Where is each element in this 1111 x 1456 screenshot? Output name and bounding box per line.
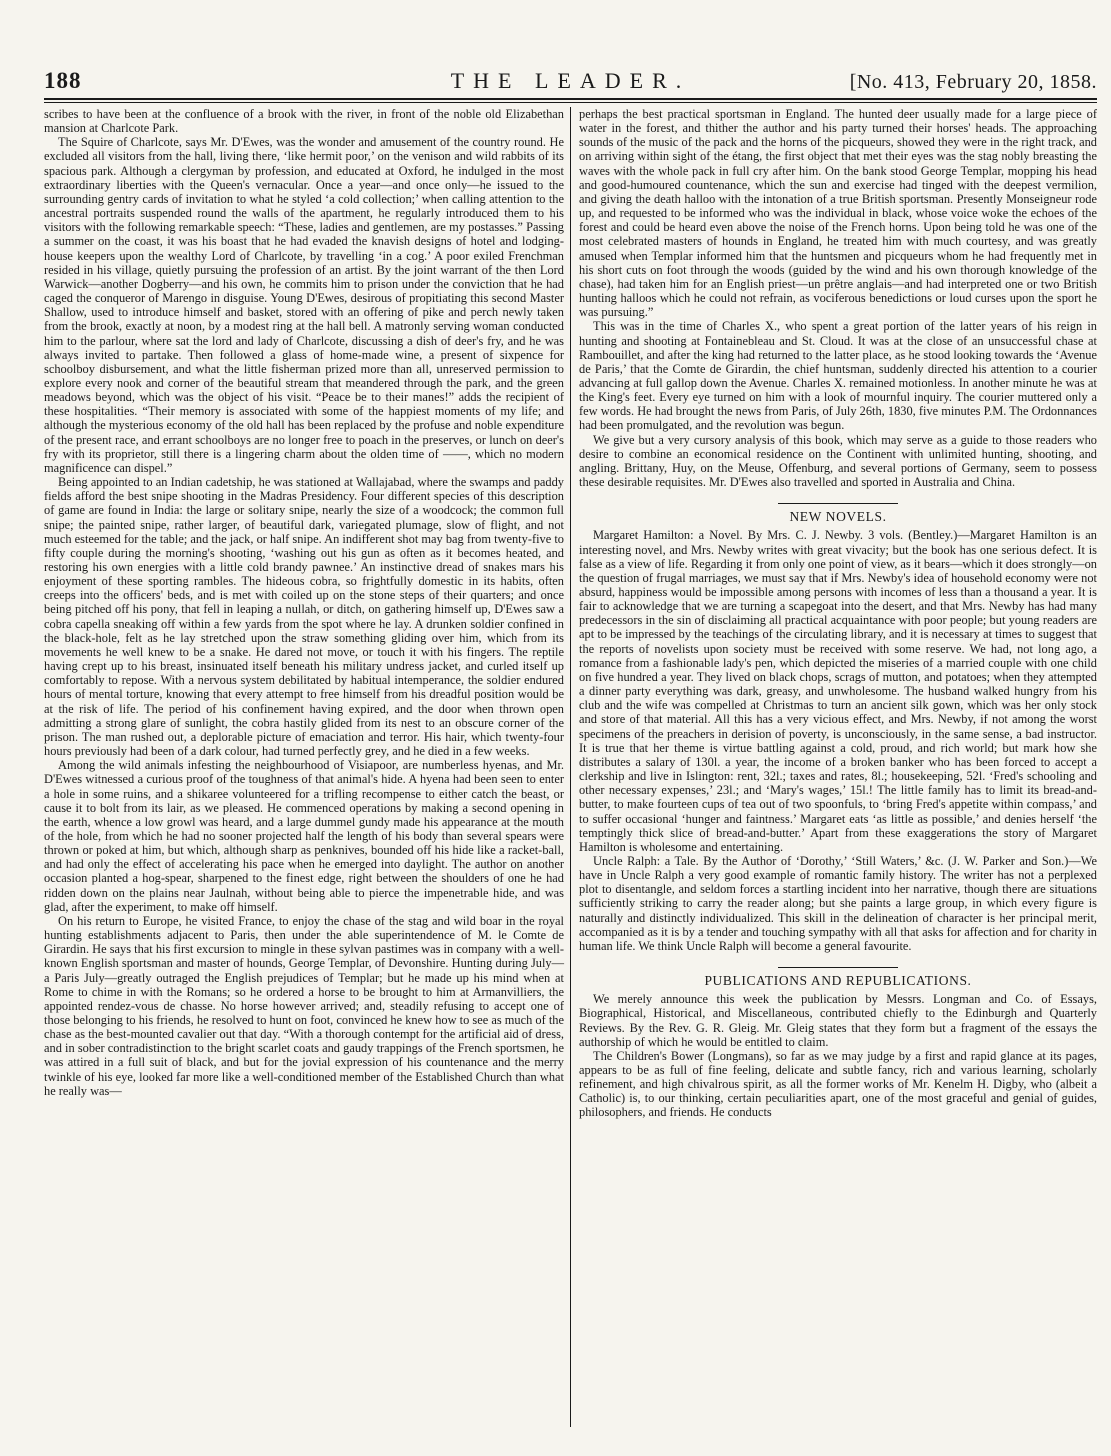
- paragraph: This was in the time of Charles X., who spent a great portion of the latter years of his reign in hunting and shooting at Fontainebleau and St. Cloud. It was at the close of an unsuccessful chase at Rambouillet, and after the king had returned to the latter place, as he stood looking towards the ‘Avenue de Paris,’ that the Comte de Girardin, the chief huntsman, suddenly directed his attention to a courier advancing at full gallop down the Avenue. Charles X. remained motionless. In another minute he was at the King's feet. Every eye turned on him with a look of mournful inquiry. The courier muttered only a few words. He had brought the news from Paris, of July 26th, 1830, five minutes P.M. The Ordonnances had been promulgated, and the revolution was begun.: [579, 319, 1097, 433]
- paragraph: perhaps the best practical sportsman in England. The hunted deer usually made for a large piece of water in the forest, and thither the author and his party turned their horses' heads. The approaching sounds of the music of the pack and the horns of the picqueurs, showed they were in the right track, and on arriving within sight of the étang, the first object that met their eyes was the stag nobly breasting the waves with the whole pack in full cry after him. On the bank stood George Templar, mopping his head and good-humoured countenance, which the sun and exercise had tinged with the deepest vermilion, and giving the death halloo with the intonation of a true British sportsman. Presently Monseigneur rode up, and requested to be informed who was the individual in black, whose voice woke the echoes of the forest and could be heard even above the noise of the French horns. Upon being told he was one of the most celebrated masters of hounds in England, he treated him with much courtesy, and was greatly amused when Templar informed him that the huntsmen and picqueurs whom he had frequently met in his short cuts on foot through the woods (guided by the wind and his own thorough knowledge of the chase), had taken him for an English priest—un prêtre anglais—and had interpreted one or two British hunting halloos which he could not refrain, as vociferous benedictions or loud curses upon the sport he was pursuing.”: [579, 107, 1097, 320]
- paragraph: The Children's Bower (Longmans), so far as we may judge by a first and rapid glance at its pages, appears to be as full of fine feeling, delicate and subtle fancy, rich and various learning, scholarly refinement, and high chivalrous spirit, as all the former works of Mr. Kenelm H. Digby, who (albeit a Catholic) is, to our thinking, certain peculiarities apart, one of the most graceful and genial of guides, philosophers, and friends. He conducts: [579, 1048, 1097, 1120]
- left-column: [44, 107, 570, 1427]
- right-column: [571, 107, 1097, 1427]
- paragraph: On his return to Europe, he visited France, to enjoy the chase of the stag and wild boar in the royal hunting establishments adjacent to Paris, then under the able superintendence of M. le Comte de Girardin. He says that his first excursion to mingle in these sylvan pastimes was in company with a well-known English sportsman and master of hounds, George Templar, of Devonshire. Hunting during July—a Paris July—greatly outraged the English prejudices of Templar; but he made up his mind when at Rome to chime in with the Romans; so he ordered a horse to be brought to him at Armanvilliers, the appointed rendez-vous de chasse. No horse however arrived; and, steadily refusing to accept one of those belonging to his friends, he resolved to hunt on foot, convinced he knew how to see as much of the chase as the best-mounted cavalier out that day. “With a thorough contempt for the artificial aid of dress, and in sober contradistinction to the bright scarlet coats and gaudy trappings of the French sportsmen, he was attired in a full suit of black, and but for the jovial expression of his countenance and the merry twinkle of his eye, looked far more like a well-conditioned member of the Established Church than what he really was—: [44, 913, 564, 1098]
- paragraph: Uncle Ralph: a Tale. By the Author of ‘Dorothy,’ ‘Still Waters,’ &c. (J. W. Parker and Son.)—We have in Uncle Ralph a very good example of romantic family history. The writer has not a perplexed plot to disentangle, and seldom forces a startling incident into her narrative, though there are situations sufficiently striking to carry the reader along; but she paints a large group, in which every figure is naturally and distinctly individualized. This skill in the delineation of character is her principal merit, accompanied as it is by a tender and touching sympathy with all that asks for affection and for charity in human life. We think Uncle Ralph will become a general favourite.: [579, 853, 1097, 953]
- paragraph: The Squire of Charlcote, says Mr. D'Ewes, was the wonder and amusement of the country round. He excluded all visitors from the hall, living there, ‘like hermit poor,’ on the venison and wild rabbits of its spacious park. Although a clergyman by profession, and educated at Oxford, he indulged in the most extraordinary liberties with the Queen's vernacular. Once a year—and once only—he issued to the surrounding gentry cards of invitation to what he styled ‘a cold collection;’ when calling attention to the ancestral portraits suspended round the walls of the apartment, he regularly introduced them to his visitors with the following remarkable speech: “These, ladies and gentlemen, are my postasses.” Passing a summer on the coast, it was his boast that he had evaded the knavish designs of hotel and lodging-house keepers upon the wealthy Lord of Charlcote, by travelling ‘in a cog.’ A poor exiled Frenchman resided in his village, quietly pursuing the profession of an artist. By the joint warrant of the then Lord Warwick—another Dogberry—and his own, he commits him to prison under the conviction that he had caged the conqueror of Marengo in disguise. Young D'Ewes, desirous of propitiating this second Master Shallow, used to introduce himself and basket, stored with an offering of pike and perch newly taken from the brook, exactly at noon, by a modest ring at the hall bell. A matronly serving woman conducted him to the parlour, where sat the lord and lady of Charlcote, discussing a dish of deer's fry, and he was always invited to partake. Then followed a glass of home-made wine, a present of sixpence for schoolboy disbursement, and what the little fisherman prized more than all, unreserved permission to explore every nook and corner of the beautiful stream that meandered through the park, and the green meadows beyond, which was the object of his visit. “Peace be to their manes!” adds the recipient of these hospitalities. “Their memory is associated with some of the happiest moments of my life; and although the mysterious economy of the old hall has been replaced by the profuse and noble expenditure of the present race, and errant schoolboys are no longer free to poach in the preserves, or lunch on deer's fry with its proprietor, still there is a lingering charm about the olden time of ——, which no modern magnificence can dispel.”: [44, 135, 564, 475]
- columns: [44, 107, 1097, 1427]
- section-heading-new-novels: NEW NOVELS.: [579, 503, 1097, 524]
- paragraph: Being appointed to an Indian cadetship, he was stationed at Wallajabad, where the swamps and paddy fields afford the best snipe shooting in the Madras Presidency. Four different species of this description of game are found in India: the large or solitary snipe, nearly the size of a woodcock; the common full snipe; the painted snipe, rather larger, of beautiful dark, variegated plumage, slow of flight, and not much esteemed for the table; and the jack, or half snipe. An indifferent shot may bag from twenty-five to fifty couple during the morning's shooting, ‘washing out his gun as often as it becomes heated, and restoring his own energies with a little cold brandy pawnee.’ An instinctive dread of snakes mars his enjoyment of these sporting rambles. The hideous cobra, so frightfully domestic in its habits, often creeps into the officers' beds, and is met with coiled up on the stone steps of their quarters; and once being pitched off his pony, that fell in leaping a nullah, or ditch, on gathering himself up, D'Ewes saw a cobra capella sneaking off within a few yards from the spot where he lay. A drunken soldier confined in the black-hole, felt as he lay stretched upon the straw something gliding over him, which from its movements he well knew to be a snake. He dared not move, or touch it with his fingers. The reptile having crept up to his breast, insinuated itself beneath his military undress jacket, and curled itself up comfortably to repose. With a nervous system debilitated by habitual intemperance, the soldier endured hours of mental torture, knowing that every attempt to free himself from his dreadful position would be at the risk of life. The period of his confinement having expired, and the door when thrown open admitting a strong glare of sunlight, the cobra hastily glided from its nest to an obscure corner of the prison. The man rushed out, a deplorable picture of emaciation and terror. His hair, which twenty-four hours previously had been of a dark colour, had turned perfectly grey, and he died in a few weeks.: [44, 475, 564, 759]
- paper-title: THE LEADER.: [450, 68, 691, 93]
- issue-line: [No. 413, February 20, 1858.: [849, 71, 1097, 93]
- masthead: [44, 60, 1097, 100]
- header-rule: [44, 102, 1097, 103]
- paragraph: scribes to have been at the confluence of a brook with the river, in front of the noble old Elizabethan mansion at Charlcote Park.: [44, 107, 564, 136]
- page-number: 188: [44, 68, 82, 93]
- paragraph: We merely announce this week the publication by Messrs. Longman and Co. of Essays, Biographical, Historical, and Miscellaneous, contributed chiefly to the Edinburgh and Quarterly Reviews. By the Rev. G. R. Gleig. Mr. Gleig states that they form but a fragment of the essays the authorship of which he would be entitled to claim.: [579, 992, 1097, 1049]
- paragraph: We give but a very cursory analysis of this book, which may serve as a guide to those readers who desire to combine an economical residence on the Continent with unlimited hunting, shooting, and angling. Brittany, Huy, on the Meuse, Offenburg, and several portions of Germany, seem to possess these desirable requisites. Mr. D'Ewes also travelled and sported in Australia and China.: [579, 432, 1097, 490]
- paragraph: Margaret Hamilton: a Novel. By Mrs. C. J. Newby. 3 vols. (Bentley.)—Margaret Hamilton is an interesting novel, and Mrs. Newby writes with great vivacity; but the book has one serious defect. It is false as a view of life. Regarding it from only one point of view, as it bears—which it does strongly—on the question of frugal marriages, we must say that if Mrs. Newby's idea of household economy were not absurd, happiness would be impossible among persons with incomes of less than a thousand a year. It is fair to acknowledge that we are turning a scapegoat into the desert, and that Mrs. Newby has had many predecessors in the sin of disclaiming all practical acquaintance with poor people; but young readers are apt to be impressed by the teachings of the circulating library, and it is necessary at times to suggest that the reports of novelists upon society must be received with some reserve. We had, not long ago, a romance from a fashionable lady's pen, which depicted the miseries of a married couple with one child on five hundred a year. They lived on black chops, scrags of mutton, and potatoes; when they attempted a dinner party everything was dark, greasy, and unwholesome. The husband walked hungry from his club and the wife was compelled at Christmas to turn an ancient silk gown, which was her only stock and store of that material. All this has a very vicious effect, and Mrs. Newby, if not among the worst specimens of the preachers in derision of poverty, is unconsciously, in the same sense, a bad instructor. It is true that her theme is virtue battling against a cold, proud, and rich world; but mark how she distributes a salary of 130l. a year, the income of a broken banker who has been forced to accept a clerkship and live in Islington: rent, 32l.; taxes and rates, 8l.; housekeeping, 52l. ‘Fred's schooling and other necessary expenses,’ 23l.; and ‘Mary's wages,’ 15l.! The little family has to limit its bread-and-butter, to make fourteen cups of tea out of two spoonfuls, to ‘bring Fred's appetite within compass,’ and to suffer occasional ‘hunger and faintness.’ Margaret eats ‘as little as possible,’ and denies herself ‘the temptingly thick slice of bread-and-butter.’ Apart from these exaggerations the story of Margaret Hamilton is wholesome and entertaining.: [579, 528, 1097, 854]
- section-heading-publications: PUBLICATIONS AND REPUBLICATIONS.: [579, 967, 1097, 988]
- paragraph: Among the wild animals infesting the neighbourhood of Visiapoor, are numberless hyenas, and Mr. D'Ewes witnessed a curious proof of the toughness of that animal's hide. A hyena had been seen to enter a hole in some ruins, and a shikaree volunteered for a trifling recompense to either catch the beast, or cause it to bolt from its lair, as we pleased. He commenced operations by making a second opening in the earth, whence a low growl was heard, and a large dummel gundy made his appearance at the mouth of the hole, from which he had no sooner projected half the length of his body than several spears were thrown or poked at him, but which, although sharp as penknives, bounded off his hide like a racket-ball, and had only the effect of accelerating his pace when he emerged into daylight. The author on another occasion planted a hog-spear, sharpened to the finest edge, right between the shoulders of one he had ridden down on the plains near Jaulnah, without being able to pierce the impenetrable hide, and was glad, after the experiment, to make off himself.: [44, 758, 564, 914]
